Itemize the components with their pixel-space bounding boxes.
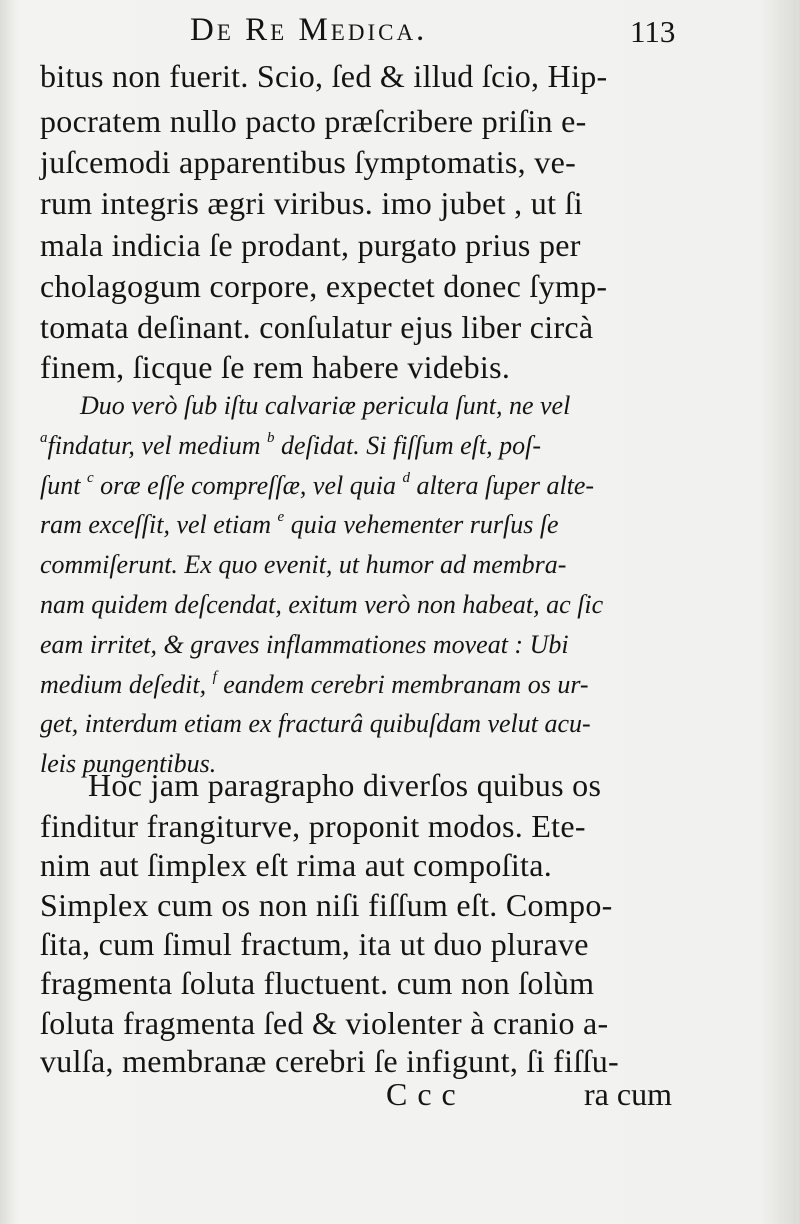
text-line: tomata deſinant. conſulatur ejus liber circà (40, 309, 594, 345)
footnote-marker: e (277, 509, 285, 525)
text-line: Hoc jam paragrapho diverſos quibus os (88, 767, 602, 803)
text-line: bitus non fuerit. Scio, ſed & illud ſcio, Hip- (40, 58, 608, 94)
quote-line: leis pungentibus. (40, 749, 217, 778)
signature-mark: Ccc (386, 1076, 466, 1112)
quote-line: ram exceſſit, vel etiam $^e$ quia vehementer rurſus ſe (40, 509, 559, 539)
catchword: ra cum (584, 1076, 672, 1112)
page-header (190, 12, 770, 52)
text-line: cholagogum corpore, expectet donec ſymp- (40, 268, 608, 304)
text-line: juſcemodi apparentibus ſymptomatis, ve- (40, 144, 577, 180)
text-line: ſita, cum ſimul fractum, ita ut duo plurave (40, 926, 589, 962)
quote-line: nam quidem deſcendat, exitum verò non habeat, ac ſic (40, 590, 604, 619)
footnote-marker: b (267, 430, 275, 446)
footnote-marker: c (86, 470, 94, 486)
footnote-marker: f (212, 669, 217, 685)
quote-line: $^a$findatur, vel medium $^b$ deſidat. Si fiſſum eſt, poſ- (40, 430, 542, 460)
text-line: Simplex cum os non niſi fiſſum eſt. Compo- (40, 887, 613, 923)
quote-line: ſunt $^c$ oræ eſſe compreſſæ, vel quia $^d$ altera ſuper alte- (40, 470, 595, 500)
page-footer (0, 1068, 800, 1112)
footnote-marker: a (40, 430, 48, 446)
text-line: finem, ſicque ſe rem habere videbis. (40, 349, 511, 385)
quote-line: get, interdum etiam ex fracturâ quibuſdam velut acu- (40, 709, 591, 738)
quote-line: commiſerunt. Ex quo evenit, ut humor ad membra- (40, 550, 567, 579)
text-line: mala indicia ſe prodant, purgato prius per (40, 227, 581, 263)
footnote-marker: d (402, 470, 410, 486)
page-number: 113 (630, 14, 676, 49)
text-line: nim aut ſimplex eſt rima aut compoſita. (40, 847, 553, 883)
quote-line: medium deſedit, $^f$ eandem cerebri membranam os ur- (40, 669, 589, 699)
text-line: finditur frangiturve, proponit modos. Ete- (40, 808, 586, 844)
running-title: De Re Medica. (190, 12, 428, 48)
quote-line: Duo verò ſub iſtu calvariæ pericula ſunt, ne vel (80, 391, 571, 420)
text-line: fragmenta ſoluta fluctuent. cum non ſolùm (40, 965, 595, 1001)
text-line: vulſa, membranæ cerebri ſe infigunt, ſi fiſſu- (40, 1043, 619, 1079)
quote-line: eam irritet, & graves inflammationes moveat : Ubi (40, 630, 569, 659)
text-line: ſoluta fragmenta ſed & violenter à cranio a- (40, 1005, 609, 1041)
text-line: pocratem nullo pacto præſcribere priſin e- (40, 103, 587, 139)
text-line: rum integris ægri viribus. imo jubet , ut ſi (40, 185, 583, 221)
